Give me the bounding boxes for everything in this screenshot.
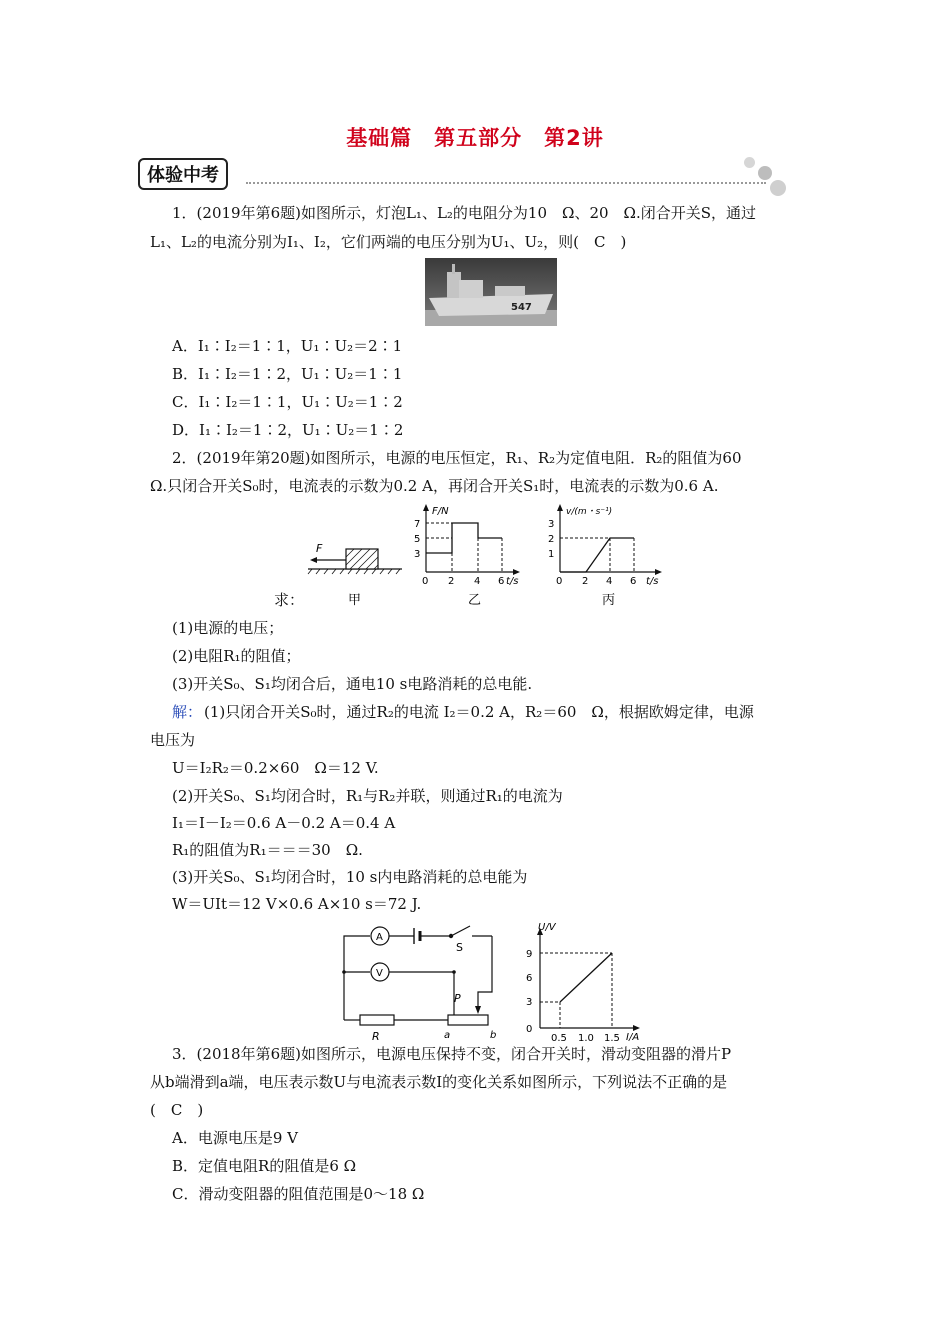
q3-option-c: C．滑动变阻器的阻值范围是0～18 Ω — [172, 1185, 425, 1203]
yi-xtick: 0 — [422, 576, 429, 587]
q2-stem-line1: 2．(2019年第20题)如图所示，电源的电压恒定，R₁、R₂为定值电阻．R₂的阻值为60 — [172, 449, 742, 467]
end-a-label: a — [444, 1030, 451, 1041]
circuit-diagram — [344, 926, 492, 1025]
q2-sub1: (1)电源的电压； — [172, 619, 284, 637]
ui-ytick: 6 — [526, 973, 533, 984]
ui-xtick: 1.0 — [578, 1033, 594, 1042]
q1-option-d: D．I₁∶I₂＝1∶2，U₁∶U₂＝1∶2 — [172, 421, 404, 439]
yi-ytick: 3 — [414, 549, 421, 560]
decor-dot — [744, 157, 755, 168]
end-b-label: b — [490, 1030, 497, 1041]
yi-x-axis-label: t/s — [506, 576, 519, 587]
u-i-graph — [526, 922, 640, 1042]
bing-ytick: 3 — [548, 519, 555, 530]
fig-yi — [414, 504, 520, 608]
hull-number: 547 — [511, 302, 532, 313]
ui-xtick: 0.5 — [551, 1033, 567, 1042]
decor-dot — [758, 166, 772, 180]
bing-ytick: 1 — [548, 549, 555, 560]
switch-label: S — [456, 941, 463, 954]
yi-xtick: 6 — [498, 576, 505, 587]
bing-y-axis-label: v/(m・s⁻¹) — [566, 507, 613, 517]
yi-y-axis-label: F/N — [432, 506, 449, 517]
ammeter-label: A — [376, 932, 383, 943]
fig-bing-caption: 丙 — [602, 593, 616, 608]
fig-jia-caption: 甲 — [348, 593, 362, 608]
a3-line1: (3)开关S₀、S₁均闭合时，10 s内电路消耗的总电能为 — [172, 868, 528, 886]
bing-ytick: 2 — [548, 534, 555, 545]
a2-line2: I₁＝I－I₂＝0.6 A－0.2 A＝0.4 A — [172, 814, 396, 832]
q3-stem-line1: 3．(2018年第6题)如图所示，电源电压保持不变，闭合开关时，滑动变阻器的滑片P — [172, 1045, 732, 1063]
bing-xtick: 4 — [606, 576, 613, 587]
resistor-label: R — [372, 1030, 380, 1042]
a1-line3: U＝I₂R₂＝0.2×60 Ω＝12 V. — [172, 759, 379, 777]
a1-line1: (1)只闭合开关S₀时，通过R₂的电流 I₂＝0.2 A，R₂＝60 Ω，根据欧姆定律，电源 — [204, 703, 754, 721]
q3-stem-line3: ( C ) — [150, 1101, 204, 1119]
q3-stem-line2: 从b端滑到a端，电压表示数U与电流表示数I的变化关系如图所示，下列说法不正确的是 — [150, 1073, 728, 1091]
q2-stem-line2: Ω.只闭合开关S₀时，电流表的示数为0.2 A，再闭合开关S₁时，电流表的示数为0.6 A. — [150, 477, 719, 495]
a2-line3: R₁的阻值为R₁＝＝＝30 Ω. — [172, 841, 363, 859]
yi-xtick: 2 — [448, 576, 455, 587]
a3-line2: W＝UIt＝12 V×0.6 A×10 s＝72 J. — [172, 895, 422, 913]
voltmeter-label: V — [376, 968, 383, 979]
ui-ytick: 3 — [526, 997, 533, 1008]
bing-xtick: 6 — [630, 576, 637, 587]
a2-line1: (2)开关S₀、S₁均闭合时，R₁与R₂并联，则通过R₁的电流为 — [172, 787, 563, 805]
section-divider — [246, 182, 766, 184]
q3-option-b: B．定值电阻R的阻值是6 Ω — [172, 1157, 357, 1175]
yi-ytick: 5 — [414, 534, 421, 545]
fig-bing — [548, 504, 662, 608]
fig-yi-caption: 乙 — [468, 593, 482, 608]
q1-option-a: A．I₁∶I₂＝1∶1，U₁∶U₂＝2∶1 — [172, 337, 403, 355]
q1-option-c: C．I₁∶I₂＝1∶1，U₁∶U₂＝1∶2 — [172, 393, 403, 411]
ui-xtick: 1.5 — [604, 1033, 620, 1042]
q3-figure — [330, 918, 650, 1042]
decor-dot — [770, 180, 786, 196]
page-title: 基础篇 第五部分 第2讲 — [346, 126, 604, 150]
q1-option-b: B．I₁∶I₂＝1∶2，U₁∶U₂＝1∶1 — [172, 365, 403, 383]
ui-ytick: 9 — [526, 949, 533, 960]
bing-xtick: 2 — [582, 576, 589, 587]
solution-label: 解： — [172, 703, 203, 721]
q3-option-a: A．电源电压是9 V — [172, 1129, 298, 1147]
ship-photo — [425, 258, 557, 326]
q2-ask: 求： — [274, 591, 305, 609]
q2-sub2: (2)电阻R₁的阻值； — [172, 647, 301, 665]
q1-stem-line1: 1．(2019年第6题)如图所示，灯泡L₁、L₂的电阻分为10 Ω、20 Ω.闭合开关S，通过 — [172, 204, 757, 222]
q2-sub3: (3)开关S₀、S₁均闭合后，通电10 s电路消耗的总电能. — [172, 675, 533, 693]
q1-stem-line2: L₁、L₂的电流分别为I₁、I₂，它们两端的电压分别为U₁、U₂，则( C ) — [150, 233, 627, 251]
ui-y-axis-label: U/V — [538, 922, 556, 933]
yi-ytick: 7 — [414, 519, 421, 530]
ui-x-axis-label: I/A — [626, 1032, 640, 1042]
section-label: 体验中考 — [138, 158, 228, 190]
ui-ytick: 0 — [526, 1024, 533, 1035]
fig-jia — [308, 542, 402, 608]
force-label: F — [316, 542, 323, 555]
q2-figure — [280, 500, 700, 610]
bing-x-axis-label: t/s — [646, 576, 659, 587]
bing-xtick: 0 — [556, 576, 563, 587]
slider-label: P — [454, 992, 461, 1005]
a1-line2: 电压为 — [150, 731, 196, 749]
yi-xtick: 4 — [474, 576, 481, 587]
